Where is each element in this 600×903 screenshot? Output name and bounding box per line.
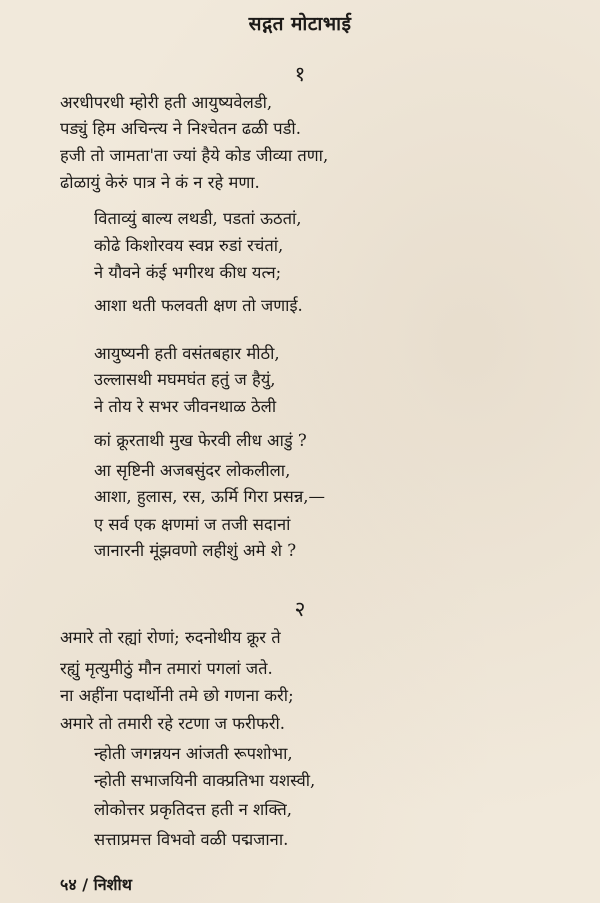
poem-line: रह्युं मृत्युमीठुं मौन तमारां पगलां जते. bbox=[60, 659, 273, 678]
poem-line: आ सृष्टिनी अजबसुंदर लोकलीला, bbox=[94, 461, 291, 480]
book-title: निशीथ bbox=[93, 875, 132, 894]
poem-line: आयुष्यनी हती वसंतबहार मीठी, bbox=[94, 344, 280, 363]
poem-line: अमारे तो रह्यां रोणां; रुदनोथीय क्रूर ते bbox=[60, 628, 281, 647]
poem-line: ना अहींना पदार्थोनी तमे छो गणना करी; bbox=[60, 686, 294, 705]
poem-line: हजी तो जामता'ता ज्यां हैये कोड जीव्या तणा, bbox=[60, 146, 329, 165]
page-number: ५४ bbox=[60, 875, 77, 894]
poem-line: ए सर्व एक क्षणमां ज तजी सदानां bbox=[94, 515, 291, 534]
poem-line: आशा थती फलवती क्षण तो जणाई. bbox=[94, 296, 303, 315]
poem-line: कोढे किशोरवय स्वप्न रुडां रचंतां, bbox=[94, 236, 284, 255]
poem-title: सद्गत मोटाभाई bbox=[248, 13, 352, 35]
poem-line: ने यौवने कंई भगीरथ कीध यत्न; bbox=[94, 263, 282, 282]
poem-line: जानारनी मूंझवणो लहीशुं अमे शे ? bbox=[94, 541, 297, 560]
section-number-1: १ bbox=[294, 62, 306, 86]
poem-line: अरधीपरधी म्होरी हती आयुष्यवेलडी, bbox=[60, 93, 273, 112]
poem-line: आशा, हुलास, रस, ऊर्मि गिरा प्रसन्न,— bbox=[94, 487, 325, 506]
poem-line: अमारे तो तमारी रहे रटणा ज फरीफरी. bbox=[60, 714, 285, 733]
poem-line: सत्ताप्रमत्त विभवो वळी पद्मजाना. bbox=[94, 830, 289, 849]
poem-line: कां क्रूरताथी मुख फेरवी लीध आडुं ? bbox=[94, 431, 307, 450]
poem-line: न्होती सभाजयिनी वाक्प्रतिभा यशस्वी, bbox=[94, 771, 316, 790]
page-footer bbox=[60, 873, 132, 895]
poem-line: विताव्युं बाल्य लथडी, पडतां ऊठतां, bbox=[94, 209, 302, 228]
section-number-2: २ bbox=[294, 597, 306, 621]
footer-separator: / bbox=[82, 875, 89, 894]
poem-line: लोकोत्तर प्रकृतिदत्त हती न शक्ति, bbox=[94, 800, 293, 819]
poem-line: पड्युं हिम अचिन्त्य ने निश्चेतन ढळी पडी. bbox=[60, 119, 301, 138]
poem-line: ने तोय रे सभर जीवनथाळ ठेली bbox=[94, 397, 277, 416]
poem-line: न्होती जगन्नयन आंजती रूपशोभा, bbox=[94, 744, 293, 763]
poem-line: ढोळायुं केरुं पात्र ने कं न रहे मणा. bbox=[60, 173, 260, 192]
poem-line: उल्लासथी मघमघंत हतुं ज हैयुं, bbox=[94, 370, 276, 389]
